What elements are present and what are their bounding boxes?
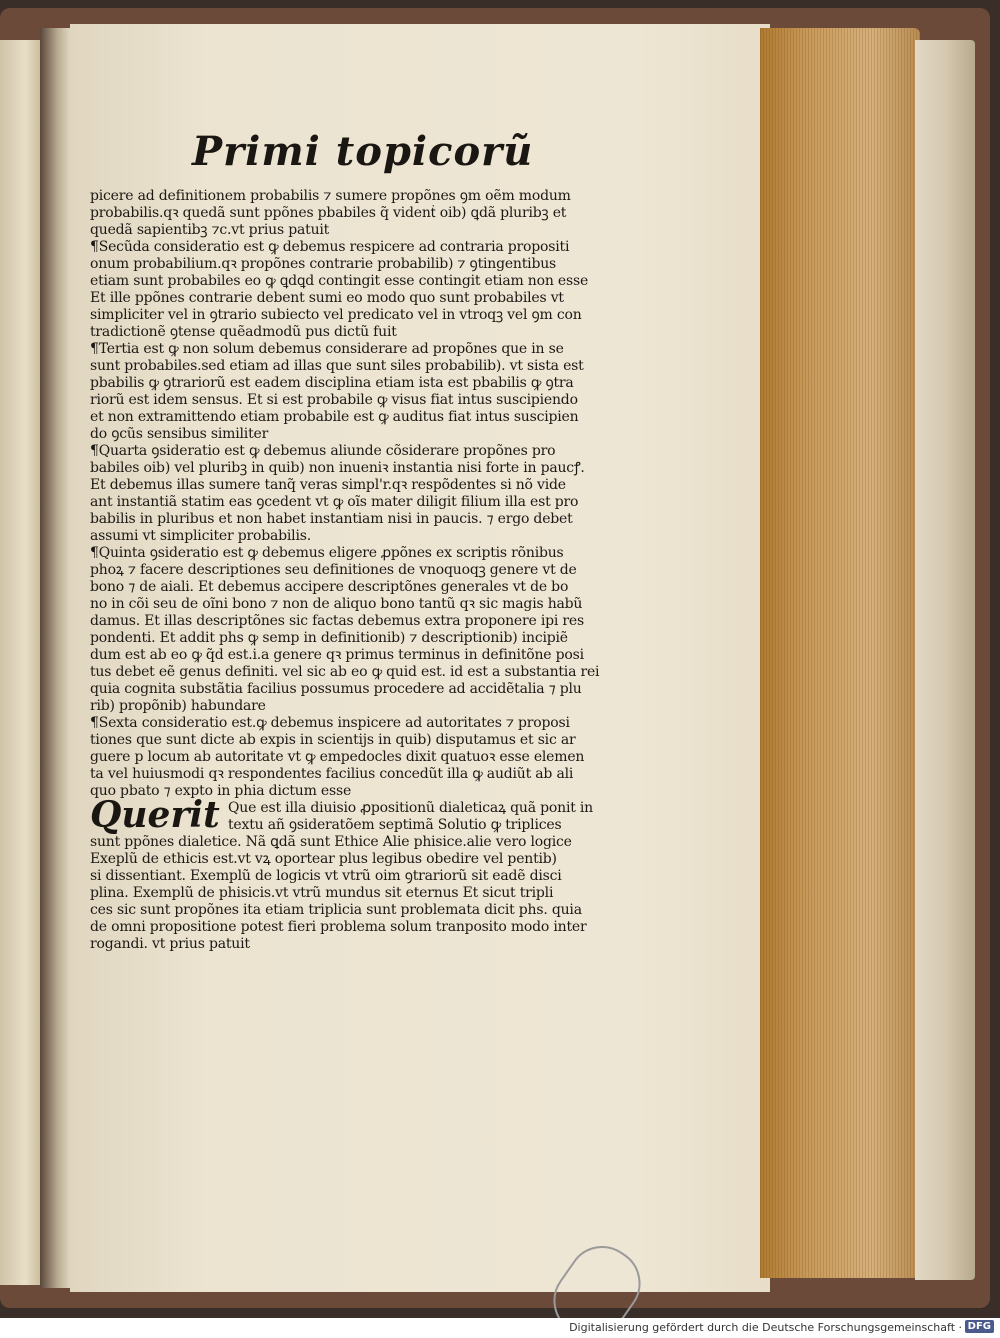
text-line: tus debet eẽ genus definiti. vel sic ab eo ꝙ quid est. id est a substantia rei xyxy=(90,664,600,680)
text-line: quedã sapientibꝫ ⁊c.vt prius patuit xyxy=(90,222,330,238)
text-line: rogandi. vt prius patuit xyxy=(90,936,250,952)
book-gutter xyxy=(40,28,72,1288)
text-line: probabilis.qꝛ quedã sunt ppõnes pbabiles q̃ videntᷣ oib) ꝗdã pluribꝫ et xyxy=(90,205,567,221)
text-line: ant instantiã statim eas ꝯcedent vt ꝙ oĩs mater diligit filium illa est pro xyxy=(90,494,579,510)
text-line: si dissentiant. Exemplũ de logicis vt vtrũ oim ꝯtrariorũ sit eadẽ disci xyxy=(90,868,562,884)
page-block-edges xyxy=(760,28,920,1278)
text-line: sunt probabiles.sed etiam ad illas que sunt siles probabilib). vt sista est xyxy=(90,358,584,374)
text-line: picere ad definitionem probabilis ⁊ sumere propõnes ꝯm oẽm modum xyxy=(90,188,571,204)
decorated-initial-querit: Querit xyxy=(90,794,220,836)
text-line: babilis in pluribus et non habet instantiam nisi in paucis. ⁊ ergo debet xyxy=(90,511,573,527)
text-line: Que est illa diuisio ꝓpositionũ dialeticaꝝ quã ponit in xyxy=(228,800,594,816)
text-section-bottom xyxy=(90,834,650,953)
text-line: riorũ est idem sensus. Et si est probabile ꝙ visus fiat intus suscipiendo xyxy=(90,392,578,408)
text-line: pondenti. Et addit phs ꝙ semp in definitionib) ⁊ descriptionib) incipiẽ xyxy=(90,630,568,646)
text-line: plina. Exemplũ de phisicis.vt vtrũ mundus sit eternus Et sicut tripli xyxy=(90,885,554,901)
text-line: bono ⁊ de aiali. Et debemus accipere descriptõnes generales vt de bo xyxy=(90,579,569,595)
text-line: et non extramittendo etiam probabile est ꝙ auditus fiat intus suscipien xyxy=(90,409,579,425)
text-line: phoꝝ ⁊ facere descriptiones seu definitiones de vnoquoqꝫ genere vt de xyxy=(90,562,577,578)
text-line: ¶Tertia est ꝙ non solum debemus considerare ad propõnes que in se xyxy=(90,341,564,357)
text-line: babiles oib) vel pluribꝫ in quib) non inueniꝛ instantia nisi forte in paucꝭ. xyxy=(90,460,585,476)
text-line: assumi vt simpliciter probabilis. xyxy=(90,528,311,544)
text-line: damus. Et illas descriptõnes sic factas debemus extra proponere ipi res xyxy=(90,613,584,629)
text-line: do ꝯcũs sensibus similiter xyxy=(90,426,269,442)
left-page-edge xyxy=(0,40,42,1285)
text-line: onum probabilium.qꝛ propõnes contrarie probabilib) ⁊ ꝯtingentibus xyxy=(90,256,557,272)
text-line: textu añ ꝯsideratõem septimã Solutio ꝙ triplices xyxy=(228,817,562,833)
text-line: no in cõi seu de oĩni bono ⁊ non de aliquo bono tantũ qꝛ sic magis habũ xyxy=(90,596,583,612)
text-line: tiones que sunt dicte ab expis in scientijs in quib) disputamus et sic ar xyxy=(90,732,576,748)
text-line: quo pbato ⁊ expto in phia dictum esse xyxy=(90,783,352,799)
text-line: pbabilis ꝙ ꝯtrariorũ est eadem disciplina etiam ista est pbabilis ꝙ ꝯtra xyxy=(90,375,574,391)
text-line: sunt ppõnes dialetice. Nã ꝗdã sunt Ethice Alie phisice.alie vero logice xyxy=(90,834,572,850)
running-header: Primi topicorũ xyxy=(192,128,534,175)
text-line: ¶Sexta consideratio est.ꝙ debemus inspicere ad autoritates ⁊ proposi xyxy=(90,715,570,731)
text-line: ces sic sunt propõnes ita etiam triplicia sunt problemata dicit phs. quia xyxy=(90,902,582,918)
text-line: guere p locum ab autoritate vt ꝙ empedocles dixit quatuoꝛ esse elemen xyxy=(90,749,585,765)
text-line: de omni propositione potest fieri problema solum tranposito modo inter xyxy=(90,919,587,935)
text-line: ¶Quinta ꝯsideratio est ꝙ debemus eligere ꝓpõnes ex scriptis rõnibus xyxy=(90,545,564,561)
text-line: rib) propõnib) habundare xyxy=(90,698,266,714)
footer-bar xyxy=(0,1318,1000,1338)
text-line: ta vel huiusmodi qꝛ respondentes facilius concedũt illa ꝙ audiũt ab ali xyxy=(90,766,574,782)
text-section-top xyxy=(90,188,650,800)
text-line: Exeplũ de ethicis est.vt vꝝ oportear plus legibus obedire vel pentib) xyxy=(90,851,557,867)
text-line: dum est ab eo ꝙ q̃d est.i.a genere qꝛ primus terminus in definitõne posi xyxy=(90,647,584,663)
back-cover-edge xyxy=(915,40,975,1280)
text-line: quia cognita substãtia facilius possumus procedere ad accidẽtalia ⁊ plu xyxy=(90,681,582,697)
text-line: Et ille ppõnes contrarie debent sumi eo modo quo sunt probabiles vt xyxy=(90,290,564,306)
main-text-block xyxy=(90,188,650,953)
text-line: ¶Secũda consideratio est ꝙ debemus respicere ad contraria propositi xyxy=(90,239,570,255)
dfg-logo: DFG xyxy=(965,1320,994,1333)
querit-paragraph xyxy=(90,794,650,836)
text-line: etiam sunt probabiles eo ꝙ ꝗdꝗd contingit esse contingit etiam non esse xyxy=(90,273,589,289)
text-line: ¶Quarta ꝯsideratio est ꝙ debemus aliunde cõsiderare propõnes pro xyxy=(90,443,556,459)
text-line: Et debemus illas sumere tanq̃ veras simpl'r.qꝛ respõdentes si nõ vide xyxy=(90,477,566,493)
funding-credit: Digitalisierung gefördert durch die Deutsche Forschungsgemeinschaft · xyxy=(569,1321,962,1334)
text-line: tradictionẽ ꝯtense quẽadmodũ pus dictũ fuit xyxy=(90,324,397,340)
text-line: simpliciter vel in ꝯtrario subiecto vel predicato vel in vtroqꝫ vel ꝯm con xyxy=(90,307,582,323)
